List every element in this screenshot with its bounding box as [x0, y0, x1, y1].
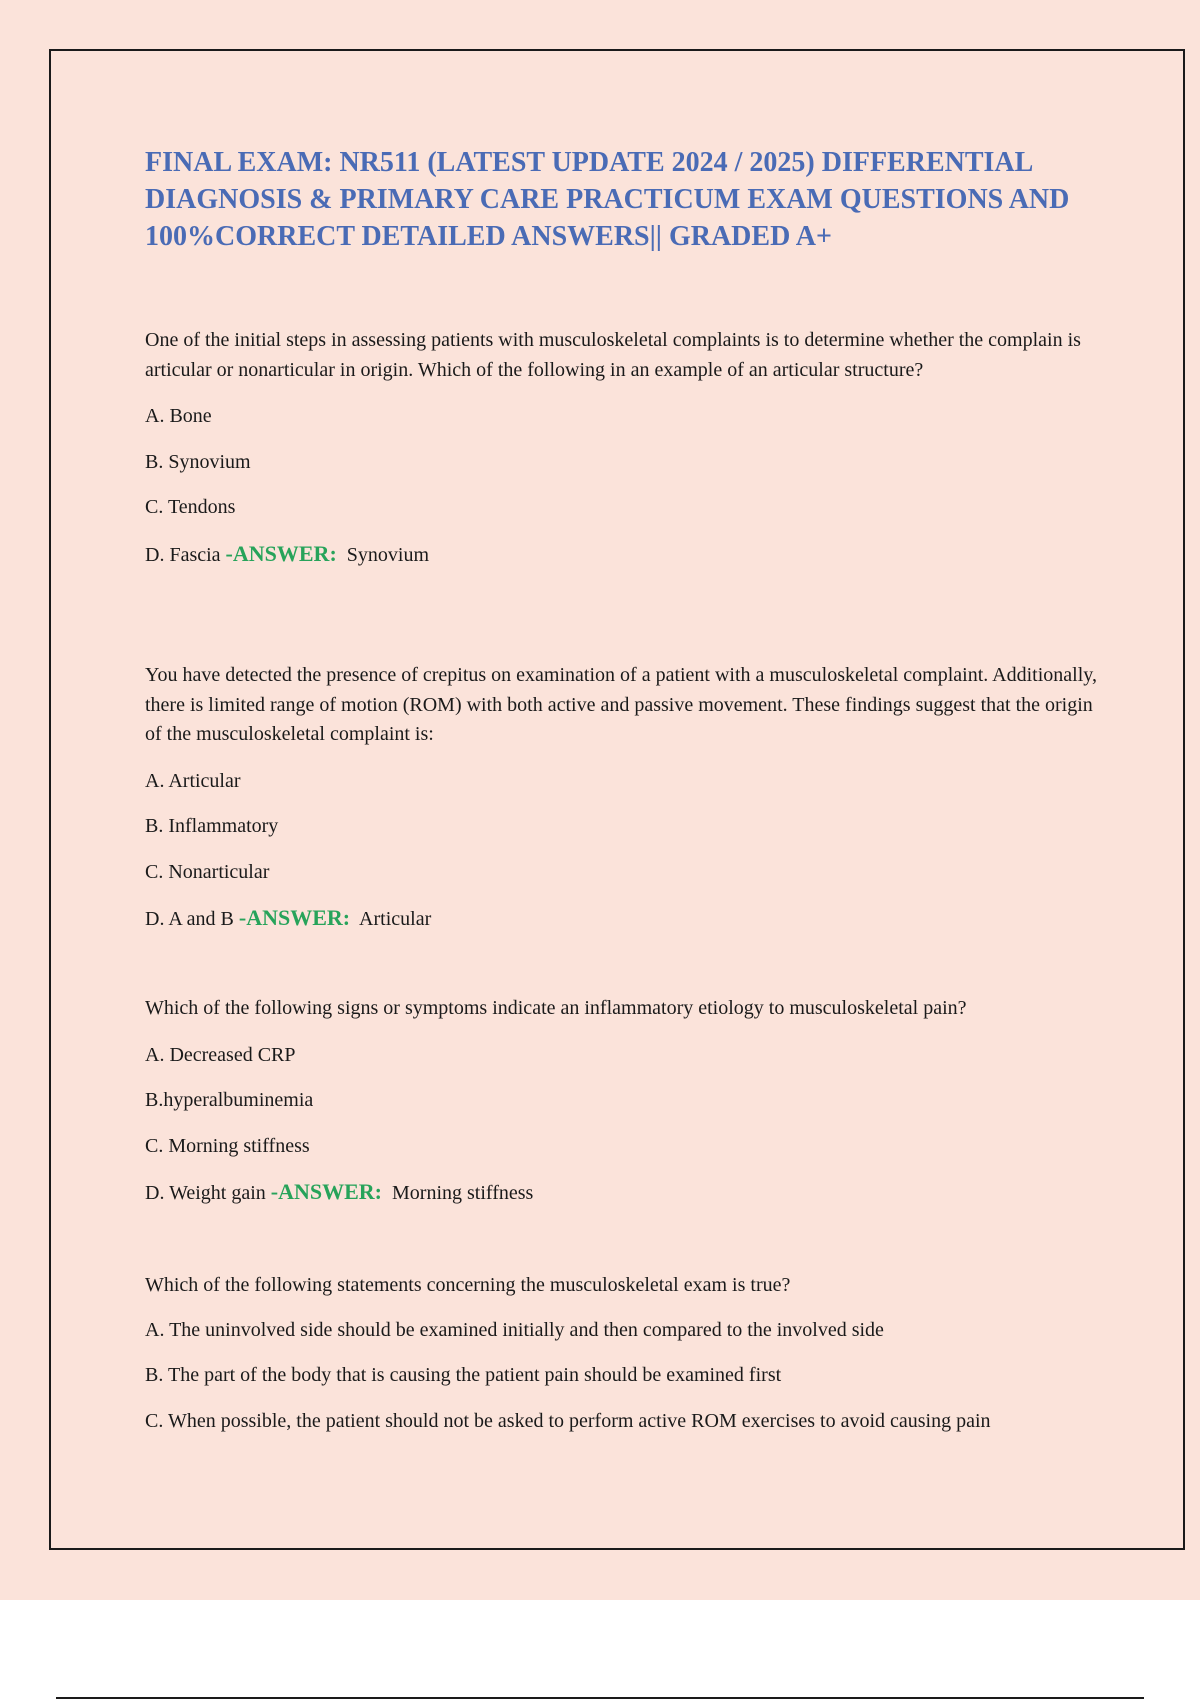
option-a: A. The uninvolved side should be examined initially and then compared to the involved side [145, 1318, 884, 1341]
question-text: One of the initial steps in assessing patients with musculoskeletal complaints is to determine whether the complain is articular or nonarticular in origin. Which of the following in an example of an articular structure? [145, 329, 1081, 381]
question-block-3 [145, 994, 1105, 1209]
answer-label: -ANSWER: [225, 540, 337, 566]
answer-label: -ANSWER: [238, 905, 351, 930]
option-b: B. Synovium [145, 450, 251, 473]
option-d-with-answer [145, 903, 1105, 935]
question-text: You have detected the presence of crepitus on examination of a patient with a musculoskeletal complaint. Additionally, there is limited range of motion (ROM) with both active and passive movement. These findings suggest that the origin of the musculoskeletal complaint is: [145, 664, 1097, 745]
question-block-4 [145, 1271, 1105, 1436]
answer-text: Articular [359, 908, 432, 930]
question-block-1 [145, 326, 1105, 570]
option-c: C. Morning stiffness [145, 1134, 310, 1157]
answer-label: -ANSWER: [270, 1179, 383, 1204]
answer-text: Morning stiffness [392, 1182, 534, 1204]
option-c: C. When possible, the patient should not be asked to perform active ROM exercises to avoid causing pain [145, 1409, 991, 1432]
option-d: D. Weight gain [145, 1182, 266, 1204]
question-block-2 [145, 661, 1105, 935]
option-b: B. Inflammatory [145, 815, 279, 837]
option-b: B.hyperalbuminemia [145, 1089, 314, 1111]
option-a: A. Bone [145, 405, 212, 427]
document-title: FINAL EXAM: NR511 (LATEST UPDATE 2024 / 2025) DIFFERENTIAL DIAGNOSIS & PRIMARY CARE PRACTICUM EXAM QUESTIONS AND 100%CORRECT DETAILED ANSWERS|| GRADED A+ [145, 147, 1070, 252]
option-d-with-answer [145, 539, 1105, 571]
answer-text: Synovium [346, 543, 430, 566]
question-text: Which of the following statements concerning the musculoskeletal exam is true? [145, 1274, 791, 1296]
option-b: B. The part of the body that is causing the patient pain should be examined first [145, 1364, 782, 1386]
option-d: D. Fascia [145, 543, 221, 566]
option-c: C. Tendons [145, 496, 236, 518]
question-text: Which of the following signs or symptoms indicate an inflammatory etiology to musculoskeletal pain? [145, 997, 967, 1019]
option-a: A. Decreased CRP [145, 1043, 296, 1066]
option-d: D. A and B [145, 908, 234, 930]
option-c: C. Nonarticular [145, 860, 270, 883]
option-a: A. Articular [145, 769, 241, 792]
option-d-with-answer [145, 1177, 1105, 1209]
footer-divider [56, 1697, 1144, 1699]
